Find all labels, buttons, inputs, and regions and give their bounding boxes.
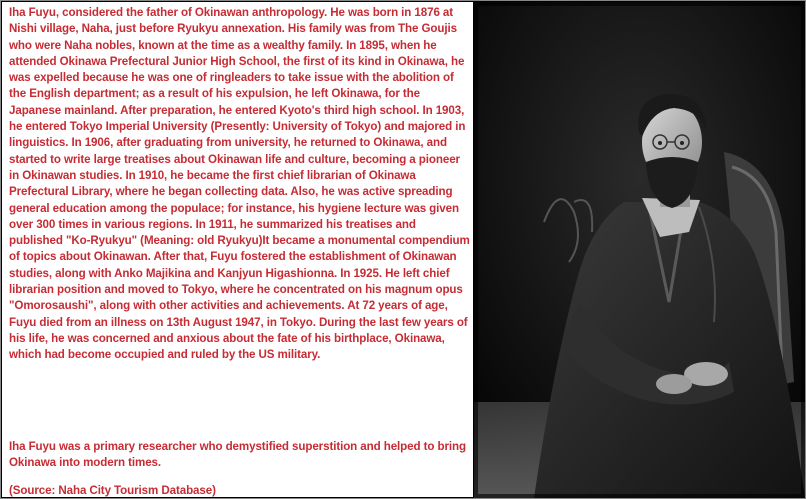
portrait-photo	[474, 2, 805, 498]
portrait-illustration	[474, 2, 805, 498]
summary-paragraph: Iha Fuyu was a primary researcher who demystified superstition and helped to bring Okinawa into modern times.	[9, 440, 466, 470]
source-credit: (Source: Naha City Tourism Database)	[9, 484, 216, 497]
biography-paragraph: Iha Fuyu, considered the father of Okinawan anthropology. He was born in 1876 at Nishi village, Naha, just before Ryukyu annexation. His family was from The Goujis who were Naha nobles, known at the time as a wealthy family. In 1895, when he attended Okinawa Prefectural Junior High School, the first of its kind in Okinawa, he was expelled because he was one of ringleaders to take issue with the abolition of the English department; as a result of his expulsion, he left Okinawa, for the Japanese mainland. After preparation, he entered Kyoto's third high school. In 1903, he entered Tokyo Imperial University (Presently: University of Tokyo) and majored in linguistics. In 1906, after graduating from university, he returned to Okinawa, and started to write large treatises about Okinawan life and culture, becoming a pioneer in Okinawan studies. In 1910, he became the first chief librarian of Okinawa Prefectural Library, where he began collecting data. Also, he was active spreading general education among the populace; for instance, his hygiene lecture was given over 300 times in various regions. In 1911, he summarized his treatises and published "Ko-Ryukyu" (Meaning: old Ryukyu)It became a monumental compendium of topics about Okinawan. After that, Fuyu fostered the establishment of Okinawan studies, along with Anko Majikina and Kanjyun Higashionna. In 1925. He left chief librarian position and moved to Tokyo, where he concentrated on his magnum opus "Omorosaushi", along with other activities and achievements. At 72 years of age, Fuyu died from an illness on 13th August 1947, in Tokyo. During the last few years of his life, he was concerned and anxious about the fate of his birthplace, Okinawa, which had become occupied and ruled by the US military.	[9, 6, 470, 362]
biography-text-panel	[2, 2, 473, 497]
